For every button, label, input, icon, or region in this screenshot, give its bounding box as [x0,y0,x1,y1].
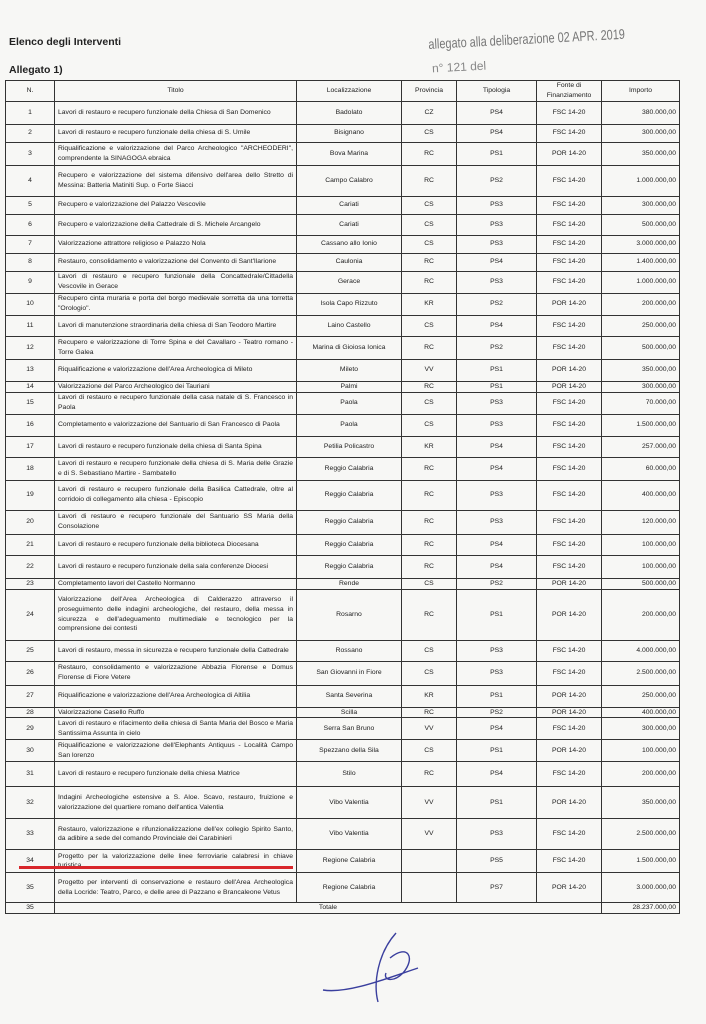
cell-location: San Giovanni in Fiore [297,661,402,685]
table-row [6,381,680,392]
cell-location: Cassano allo Ionio [297,235,402,253]
cell-type: PS3 [457,392,537,414]
table-row [6,142,680,165]
cell-province: CS [402,196,457,214]
attachment-label: Allegato 1) [9,64,63,76]
table-row [6,392,680,414]
cell-row-number: 32 [6,787,55,819]
cell-location: Regione Calabria [297,850,402,873]
cell-type: PS2 [457,165,537,196]
table-row [6,740,680,762]
cell-funding: FSC 14-20 [537,235,602,253]
cell-type: PS4 [457,718,537,740]
cell-amount: 2.500.000,00 [602,819,680,850]
cell-row-number: 9 [6,271,55,293]
cell-location: Badolato [297,101,402,124]
cell-title: Lavori di restauro e rifacimento della chiesa di Santa Maria del Bosco e Maria Santissima Assunta in cielo [55,718,297,740]
cell-province: KR [402,685,457,707]
cell-row-number: 10 [6,293,55,315]
cell-province: CS [402,740,457,762]
cell-funding: FSC 14-20 [537,196,602,214]
cell-title: Progetto per interventi di conservazione e restauro dell'Area Archeologica della Locride: Teatro, Parco, e delle aree di Pazzano e Brancaleone Vetus [55,873,297,903]
table-row [6,457,680,480]
cell-province: RC [402,534,457,555]
cell-province: VV [402,787,457,819]
cell-title: Valorizzazione attrattore religioso e Palazzo Nola [55,235,297,253]
cell-location: Spezzano della Sila [297,740,402,762]
cell-amount: 1.500.000,00 [602,414,680,436]
cell-province: CS [402,392,457,414]
table-row [6,685,680,707]
cell-province: CS [402,315,457,336]
signature-icon [318,928,438,1008]
col-header-location: Localizzazione [297,81,402,102]
cell-funding: FSC 14-20 [537,457,602,480]
cell-type: PS3 [457,235,537,253]
table-row [6,336,680,359]
cell-location: Rossano [297,640,402,661]
cell-funding: POR 14-20 [537,873,602,903]
cell-funding: FSC 14-20 [537,555,602,578]
cell-title: Lavori di restauro e recupero funzionale della casa natale di S. Francesco in Paola [55,392,297,414]
table-row [6,480,680,510]
cell-funding: FSC 14-20 [537,850,602,873]
cell-title: Lavori di restauro e recupero funzionale della chiesa di S. Maria delle Grazie e di S. Sebastiano Martire - Sambatello [55,457,297,480]
table-row [6,819,680,850]
total-row [6,903,680,914]
col-header-province: Provincia [402,81,457,102]
deliberation-stamp-number: n° 121 del [431,58,487,76]
total-amount: 28.237.000,00 [602,903,680,914]
table-row [6,271,680,293]
cell-row-number: 27 [6,685,55,707]
col-header-type: Tipologia [457,81,537,102]
cell-type: PS4 [457,101,537,124]
cell-type: PS1 [457,787,537,819]
cell-amount: 3.000.000,00 [602,873,680,903]
cell-amount: 300.000,00 [602,124,680,142]
cell-title: Recupero cinta muraria e porta del borgo medievale sorretta da una torretta "Orologio". [55,293,297,315]
cell-amount: 1.000.000,00 [602,165,680,196]
cell-province: RC [402,707,457,718]
cell-location: Petilia Policastro [297,436,402,457]
cell-amount: 350.000,00 [602,142,680,165]
cell-title: Valorizzazione Casello Ruffo [55,707,297,718]
cell-title: Indagini Archeologiche estensive a S. Aloe. Scavo, restauro, fruizione e valorizzazione del quartiere romano dell'antica Valentia [55,787,297,819]
cell-location: Bova Marina [297,142,402,165]
cell-title: Restauro, consolidamento e valorizzazione del Convento di Sant'Ilarione [55,253,297,271]
cell-row-number: 4 [6,165,55,196]
cell-title: Lavori di restauro e recupero funzionale della Basilica Cattedrale, oltre al corridoio di collegamento alla chiesa - Episcopio [55,480,297,510]
cell-row-number: 3 [6,142,55,165]
cell-row-number: 2 [6,124,55,142]
cell-row-number: 18 [6,457,55,480]
cell-location: Santa Severina [297,685,402,707]
table-row [6,640,680,661]
table-header-row [6,81,680,102]
cell-title: Progetto per la valorizzazione delle linee ferroviarie calabresi in chiave [55,850,297,873]
cell-amount: 1.500.000,00 [602,850,680,873]
table-row [6,436,680,457]
cell-type: PS1 [457,685,537,707]
cell-type: PS5 [457,850,537,873]
cell-amount: 3.000.000,00 [602,235,680,253]
deliberation-stamp: allegato alla deliberazione 02 APR. 2019 [428,25,626,52]
cell-province: CS [402,214,457,235]
cell-location: Vibo Valentia [297,787,402,819]
cell-row-number: 28 [6,707,55,718]
cell-location: Marina di Gioiosa Ionica [297,336,402,359]
cell-funding: FSC 14-20 [537,819,602,850]
cell-title: Valorizzazione del Parco Archeologico dei Tauriani [55,381,297,392]
cell-type: PS1 [457,359,537,381]
cell-funding: FSC 14-20 [537,101,602,124]
cell-type: PS1 [457,589,537,640]
cell-amount: 200.000,00 [602,762,680,787]
cell-location: Bisignano [297,124,402,142]
cell-title: Lavori di restauro e recupero funzionale della Chiesa di San Domenico [55,101,297,124]
cell-location: Reggio Calabria [297,510,402,534]
cell-location: Rosarno [297,589,402,640]
cell-row-number: 35 [6,873,55,903]
cell-location: Laino Castello [297,315,402,336]
cell-funding: POR 14-20 [537,787,602,819]
cell-funding: POR 14-20 [537,359,602,381]
cell-location: Campo Calabro [297,165,402,196]
cell-type: PS4 [457,457,537,480]
table-row [6,510,680,534]
cell-funding: FSC 14-20 [537,640,602,661]
cell-province: RC [402,142,457,165]
cell-amount: 100.000,00 [602,740,680,762]
cell-row-number: 22 [6,555,55,578]
cell-title: Restauro, consolidamento e valorizzazione Abbazia Florense e Domus Florense di Fiore Vetere [55,661,297,685]
cell-type: PS3 [457,214,537,235]
cell-title: Recupero e valorizzazione del Palazzo Vescovile [55,196,297,214]
cell-row-number: 14 [6,381,55,392]
table-row [6,850,680,873]
cell-province: CZ [402,101,457,124]
cell-funding: FSC 14-20 [537,661,602,685]
cell-amount: 350.000,00 [602,787,680,819]
cell-funding: FSC 14-20 [537,336,602,359]
cell-funding: FSC 14-20 [537,718,602,740]
cell-funding: FSC 14-20 [537,271,602,293]
cell-row-number: 5 [6,196,55,214]
cell-location: Reggio Calabria [297,534,402,555]
cell-title: Lavori di restauro e recupero funzionale della chiesa di Santa Spina [55,436,297,457]
cell-funding: FSC 14-20 [537,165,602,196]
cell-title: Riqualificazione e valorizzazione dell'Area Archeologica di Altilia [55,685,297,707]
table-row [6,555,680,578]
col-header-funding: Fonte di Finanziamento [537,81,602,102]
cell-funding: FSC 14-20 [537,414,602,436]
table-row [6,253,680,271]
cell-province: RC [402,589,457,640]
cell-amount: 200.000,00 [602,589,680,640]
cell-province: VV [402,718,457,740]
cell-funding: POR 14-20 [537,142,602,165]
cell-location: Vibo Valentia [297,819,402,850]
cell-type: PS2 [457,293,537,315]
table-row [6,235,680,253]
cell-title: Riqualificazione e valorizzazione dell'Elephants Antiquus - Località Campo San lorenzo [55,740,297,762]
total-label: Totale [55,903,602,914]
cell-funding: FSC 14-20 [537,762,602,787]
cell-title: Lavori di restauro e recupero funzionale della chiesa Matrice [55,762,297,787]
table-row [6,661,680,685]
cell-row-number: 20 [6,510,55,534]
cell-row-number: 21 [6,534,55,555]
cell-title: Riqualificazione e valorizzazione dell'Area Archeologica di Mileto [55,359,297,381]
cell-row-number: 6 [6,214,55,235]
cell-location: Cariati [297,196,402,214]
cell-funding: POR 14-20 [537,685,602,707]
col-header-number: N. [6,81,55,102]
table-row [6,315,680,336]
cell-funding: POR 14-20 [537,293,602,315]
cell-row-number: 25 [6,640,55,661]
cell-title: Completamento lavori del Castello Normanno [55,578,297,589]
cell-type: PS4 [457,555,537,578]
cell-amount: 250.000,00 [602,315,680,336]
cell-row-number: 34 [6,850,55,873]
cell-funding: FSC 14-20 [537,480,602,510]
cell-funding: FSC 14-20 [537,436,602,457]
cell-row-number: 30 [6,740,55,762]
cell-title: Recupero e valorizzazione di Torre Spina e del Cavallaro - Teatro romano - Torre Galea [55,336,297,359]
cell-location: Scilla [297,707,402,718]
cell-funding: POR 14-20 [537,381,602,392]
cell-row-number: 31 [6,762,55,787]
cell-province: RC [402,336,457,359]
cell-province: KR [402,436,457,457]
cell-amount: 300.000,00 [602,381,680,392]
cell-type: PS3 [457,661,537,685]
cell-title: Lavori di restauro e recupero funzionale della sala conferenze Diocesi [55,555,297,578]
cell-title: Lavori di manutenzione straordinaria della chiesa di San Teodoro Martire [55,315,297,336]
cell-location: Reggio Calabria [297,480,402,510]
table-row [6,707,680,718]
cell-title: Valorizzazione dell'Area Archeologica di Calderazzo attraverso il proseguimento delle indagini archeologiche, del restauro, della messa in sicurezza e dell'adeguamento multimediale e tecnologico per la comprensione dei contesti [55,589,297,640]
cell-amount: 300.000,00 [602,718,680,740]
table-row [6,873,680,903]
cell-location: Isola Capo Rizzuto [297,293,402,315]
cell-amount: 2.500.000,00 [602,661,680,685]
cell-type: PS3 [457,640,537,661]
col-header-amount: Importo [602,81,680,102]
cell-row-number: 26 [6,661,55,685]
col-header-title: Titolo [55,81,297,102]
cell-type: PS4 [457,436,537,457]
table-row [6,196,680,214]
cell-location: Mileto [297,359,402,381]
cell-funding: FSC 14-20 [537,510,602,534]
cell-type: PS4 [457,124,537,142]
document-title: Elenco degli Interventi [9,36,122,48]
cell-location: Paola [297,414,402,436]
cell-location: Rende [297,578,402,589]
cell-province: CS [402,124,457,142]
red-underline-mark [19,866,293,869]
cell-funding: FSC 14-20 [537,315,602,336]
cell-amount: 257.000,00 [602,436,680,457]
cell-amount: 250.000,00 [602,685,680,707]
cell-amount: 4.000.000,00 [602,640,680,661]
cell-province: CS [402,414,457,436]
cell-type: PS1 [457,142,537,165]
cell-province: RC [402,762,457,787]
table-row [6,214,680,235]
table-row [6,101,680,124]
cell-title: Lavori di restauro e recupero funzionale della biblioteca Diocesana [55,534,297,555]
cell-amount: 120.000,00 [602,510,680,534]
cell-location: Regione Calabria [297,873,402,903]
table-row [6,534,680,555]
cell-province: RC [402,271,457,293]
table-row [6,589,680,640]
cell-funding: FSC 14-20 [537,392,602,414]
cell-type: PS1 [457,381,537,392]
cell-row-number: 24 [6,589,55,640]
cell-row-number: 16 [6,414,55,436]
cell-funding: FSC 14-20 [537,214,602,235]
cell-amount: 1.000.000,00 [602,271,680,293]
cell-title: Restauro, valorizzazione e rifunzionalizzazione dell'ex collegio Spirito Santo, da adibire a sede del comando Provinciale dei Carabinieri [55,819,297,850]
table-row [6,293,680,315]
cell-province: CS [402,578,457,589]
cell-row-number: 8 [6,253,55,271]
cell-province: RC [402,381,457,392]
cell-location: Serra San Bruno [297,718,402,740]
cell-amount: 350.000,00 [602,359,680,381]
cell-row-number: 7 [6,235,55,253]
cell-province [402,850,457,873]
cell-province: RC [402,510,457,534]
table-row [6,578,680,589]
table-row [6,762,680,787]
cell-province: RC [402,555,457,578]
table-row [6,787,680,819]
cell-type: PS2 [457,336,537,359]
cell-title: Recupero e valorizzazione del sistema difensivo dell'area dello Stretto di Messina: Batteria Matiniti Sup. o Forte Siacci [55,165,297,196]
cell-location: Palmi [297,381,402,392]
table-row [6,165,680,196]
cell-type: PS3 [457,819,537,850]
cell-amount: 70.000,00 [602,392,680,414]
cell-funding: POR 14-20 [537,589,602,640]
cell-location: Paola [297,392,402,414]
cell-amount: 500.000,00 [602,214,680,235]
cell-title: Completamento e valorizzazione del Santuario di San Francesco di Paola [55,414,297,436]
cell-province: VV [402,819,457,850]
cell-funding: POR 14-20 [537,707,602,718]
cell-row-number: 1 [6,101,55,124]
cell-location: Stilo [297,762,402,787]
cell-title: Lavori di restauro e recupero funzionale del Santuario SS Maria della Consolazione [55,510,297,534]
cell-funding: POR 14-20 [537,740,602,762]
cell-type: PS3 [457,510,537,534]
cell-amount: 200.000,00 [602,293,680,315]
cell-title: Lavori di restauro e recupero funzionale della Concattedrale/Cittadella Vescovile in Gerace [55,271,297,293]
cell-amount: 400.000,00 [602,480,680,510]
cell-type: PS3 [457,480,537,510]
cell-title: Riqualificazione e valorizzazione del Parco Archeologico "ARCHEODERI", comprendente la SINAGOGA ebraica [55,142,297,165]
table-row [6,359,680,381]
total-count: 35 [6,903,55,914]
cell-amount: 500.000,00 [602,578,680,589]
cell-province: CS [402,235,457,253]
cell-row-number: 17 [6,436,55,457]
cell-row-number: 23 [6,578,55,589]
cell-province: RC [402,457,457,480]
table-row [6,718,680,740]
cell-province: VV [402,359,457,381]
cell-funding: FSC 14-20 [537,124,602,142]
cell-province: RC [402,165,457,196]
cell-row-number: 11 [6,315,55,336]
cell-province: KR [402,293,457,315]
cell-type: PS4 [457,253,537,271]
cell-amount: 500.000,00 [602,336,680,359]
cell-funding: POR 14-20 [537,578,602,589]
cell-province: CS [402,661,457,685]
cell-location: Cariati [297,214,402,235]
interventions-table [5,80,680,914]
cell-location: Reggio Calabria [297,457,402,480]
cell-province: CS [402,640,457,661]
cell-amount: 1.400.000,00 [602,253,680,271]
cell-type: PS1 [457,740,537,762]
cell-amount: 400.000,00 [602,707,680,718]
cell-funding: FSC 14-20 [537,534,602,555]
table-row [6,124,680,142]
cell-row-number: 12 [6,336,55,359]
cell-row-number: 15 [6,392,55,414]
cell-amount: 380.000,00 [602,101,680,124]
cell-province: RC [402,253,457,271]
cell-type: PS3 [457,196,537,214]
cell-amount: 100.000,00 [602,534,680,555]
cell-type: PS2 [457,707,537,718]
cell-title: Recupero e valorizzazione della Cattedrale di S. Michele Arcangelo [55,214,297,235]
cell-amount: 60.000,00 [602,457,680,480]
cell-row-number: 29 [6,718,55,740]
cell-row-number: 13 [6,359,55,381]
cell-location: Caulonia [297,253,402,271]
cell-type: PS4 [457,534,537,555]
cell-amount: 100.000,00 [602,555,680,578]
cell-province: RC [402,480,457,510]
cell-type: PS7 [457,873,537,903]
cell-type: PS2 [457,578,537,589]
cell-type: PS3 [457,414,537,436]
cell-title: Lavori di restauro e recupero funzionale della chiesa di S. Umile [55,124,297,142]
cell-type: PS3 [457,271,537,293]
table-row [6,414,680,436]
cell-title: Lavori di restauro, messa in sicurezza e recupero funzionale della Cattedrale [55,640,297,661]
cell-location: Gerace [297,271,402,293]
cell-row-number: 33 [6,819,55,850]
cell-funding: FSC 14-20 [537,253,602,271]
cell-amount: 300.000,00 [602,196,680,214]
cell-row-number: 19 [6,480,55,510]
cell-type: PS4 [457,315,537,336]
cell-type: PS4 [457,762,537,787]
cell-location: Reggio Calabria [297,555,402,578]
cell-province [402,873,457,903]
